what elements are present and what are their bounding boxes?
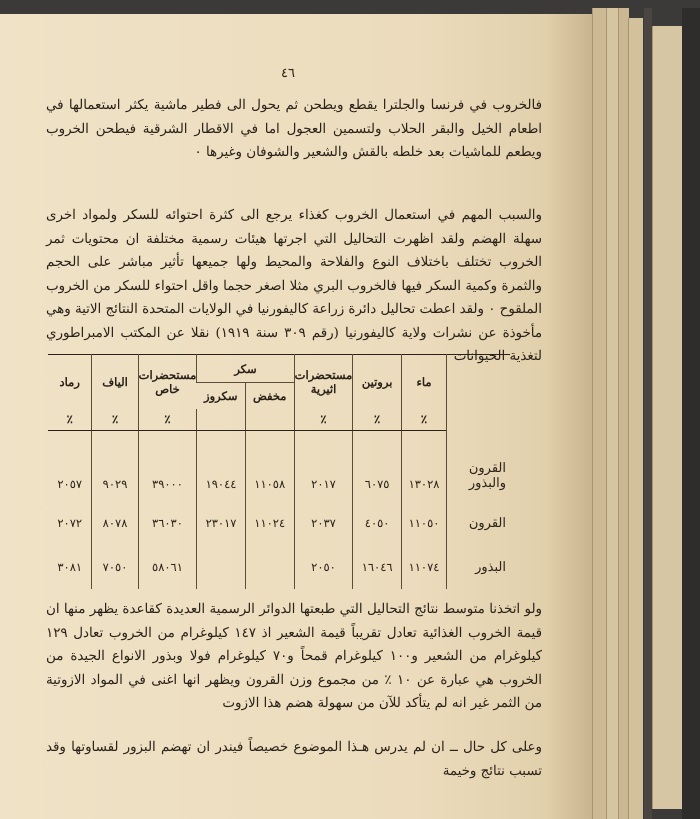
unit-sugar-sucrose	[197, 409, 245, 431]
header-extract: مستحضرات خاص	[138, 355, 197, 409]
header-ether: مستحضرات اثيرية	[294, 355, 353, 409]
header-water: ماء	[401, 355, 446, 409]
row-label: القرون	[447, 501, 510, 545]
header-sugar: سكر	[197, 355, 294, 383]
table-row	[48, 545, 510, 589]
paragraph-3: ولو اتخذنا متوسط نتائج التحاليل التي طبعتها الدوائر الرسمية العديدة كقاعدة يظهر منها ان قيمة الخروب الغذائية تعادل تقريباً قيمة الشعير اذ ١٤٧ كيلوغرام من الخروب تعادل ١٢٩ كيلوغرام من الشعير و١٠٠ كيلوغرام قمحاً و٧٠ كيلوغرام فولا وبذور الانواع الجيدة من الخروب هي عبارة عن ١٠ ٪ من مجموع وزن القرون ويظهر انها اغنى في المواد الازوتية من الثمر غير انه لم يتأكد للآن من سهولة هضم هذا الازوت	[46, 602, 542, 711]
cell-water: ١٣٠٢٨	[401, 431, 446, 502]
cell-sugar-sucrose: ١٩٠٤٤	[197, 431, 245, 502]
cell-sugar-sucrose: ٢٣٠١٧	[197, 501, 245, 545]
paragraph-4: وعلى كل حال ــ ان لم يدرس هـذا الموضوع خصيصاً فيندر ان تهضم البزور لقساوتها وقد تسبب نتائج وخيمة	[46, 740, 542, 779]
unit-extract: ٪	[138, 409, 197, 431]
cell-water: ١١٠٥٠	[401, 501, 446, 545]
row-label-header	[447, 355, 510, 431]
row-label: القرون والبذور	[447, 431, 510, 502]
book-page	[0, 14, 592, 819]
cell-fiber: ٩٠٢٩	[92, 431, 138, 502]
unit-ether: ٪	[294, 409, 353, 431]
header-ash: رماد	[48, 355, 92, 409]
row-label: البذور	[447, 545, 510, 589]
unit-protein: ٪	[353, 409, 402, 431]
cell-protein: ٤٠٥٠	[353, 501, 402, 545]
header-sugar-reduced: مخفض	[245, 383, 294, 409]
book-page-edges	[592, 8, 700, 819]
cell-extract: ٣٦٠٣٠	[138, 501, 197, 545]
cell-sugar-reduced: ١١٠٢٤	[245, 501, 294, 545]
table-row	[48, 501, 510, 545]
cell-ash: ٢٠٥٧	[57, 477, 83, 491]
cell-extract: ٣٩٠٠٠	[138, 431, 197, 502]
table-row	[48, 431, 510, 502]
unit-fiber: ٪	[92, 409, 138, 431]
cell-extract: ٥٨٠٦١	[138, 545, 197, 589]
page-number: ٤٦	[281, 66, 295, 81]
cell-sugar-reduced: ١١٠٥٨	[245, 431, 294, 502]
cell-fiber: ٧٠٥٠	[92, 545, 138, 589]
carob-analysis-table	[48, 354, 510, 589]
cell-fiber: ٨٠٧٨	[92, 501, 138, 545]
paragraph-2: والسبب المهم في استعمال الخروب كغذاء يرجع الى كثرة احتوائه للسكر ولمواد اخرى سهلة الهضم ولقد اظهرت التحاليل التي اجرتها هيئات رسمية مختلفة ان محتويات ثمر الخروب تختلف باختلاف النوع والفلاحة والمحيط ولها جميعها تأثير مباشر على الحجم والثمرة وكمية السكر فيها فالخروب البري مثلا اصغر حجما واقل احتواء للسكر من الخروب الملقوح ٠ ولقد اعطت تحاليل دائرة زراعة كاليفورنيا في الولايات المتحدة النتائج الاتية وهي مأخوذة عن نشرات ولاية كاليفورنيا (رقم ٣٠٩ سنة ١٩١٩) نقلا عن المكتب الامبراطوري لتغذية الحيوانات	[46, 208, 543, 364]
header-protein: بروتين	[353, 355, 402, 409]
cell-ash: ٢٠٧٢	[57, 516, 83, 530]
header-fiber: الياف	[92, 355, 138, 409]
unit-water: ٪	[401, 409, 446, 431]
cell-ash: ٣٠٨١	[57, 560, 83, 574]
cell-ether: ٢٠٥٠	[294, 545, 353, 589]
cell-sugar-sucrose	[197, 545, 245, 589]
cell-protein: ١٦٠٤٦	[353, 545, 402, 589]
cell-protein: ٦٠٧٥	[353, 431, 402, 502]
header-sugar-sucrose: سكروز	[197, 383, 245, 409]
cell-ether: ٢٠٣٧	[294, 501, 353, 545]
unit-sugar-reduced	[245, 409, 294, 431]
paragraph-1: فالخروب في فرنسا والجلترا يقطع ويطحن ثم يحول الى فطير ماشية يكثر استعمالها في اطعام الخيل والبقر الحلاب ولتسمين العجول اما في الاقطار الشرقية فيطحن الخروب ويطعم للماشيات بعد خلطه بالقش والشعير والشوفان وغيرها ٠	[46, 98, 542, 160]
cell-ether: ٢٠١٧	[294, 431, 353, 502]
cell-water: ١١٠٧٤	[401, 545, 446, 589]
cell-sugar-reduced	[245, 545, 294, 589]
unit-ash: ٪	[48, 409, 92, 431]
